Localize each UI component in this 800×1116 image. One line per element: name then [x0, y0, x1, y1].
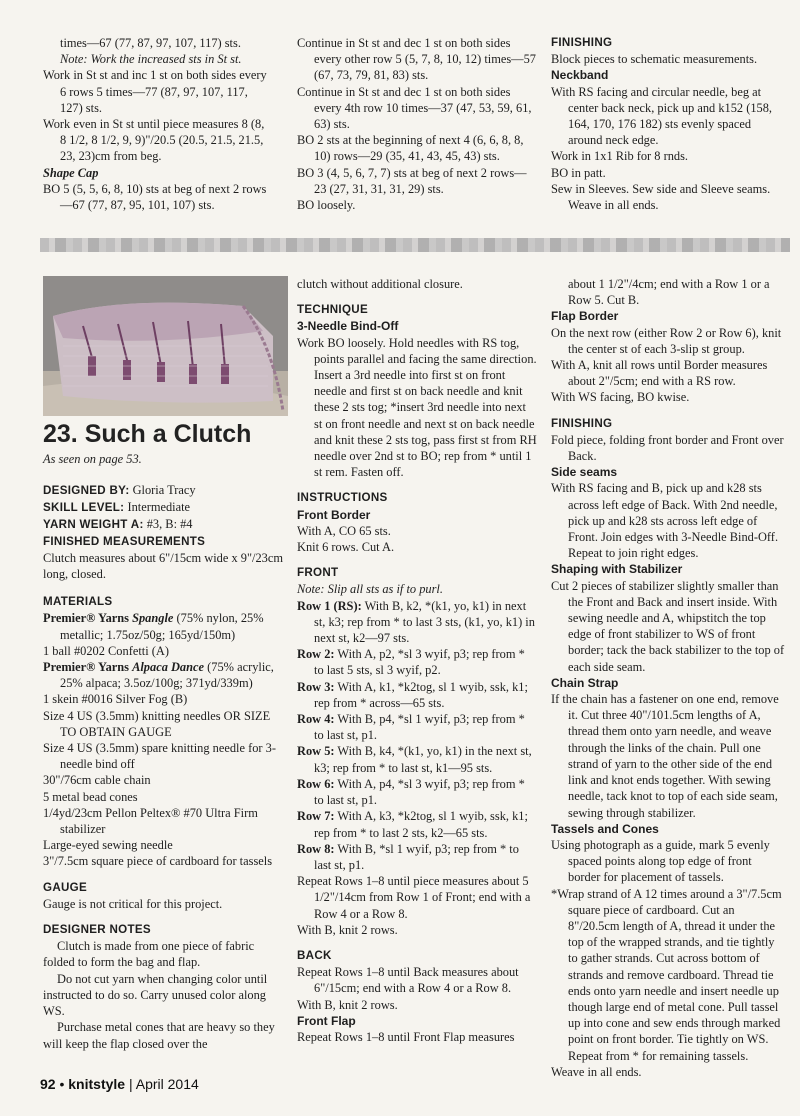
back-heading: BACK	[297, 948, 332, 962]
col-b-top: Continue in St st and dec 1 st on both sides every other row 5 (5, 7, 8, 10, 12) times—57 (67, 73, 79, 81, 83) sts. Continue in St st and dec 1 st on both sides every 4th row 10 times—37 (47, 53, 59, 61, 63) sts. BO 2 sts at the beginning of next 4 (6, 6, 8, 8, 10) rows—29 (35, 41, 43, 45, 43) sts. BO 3 (4, 5, 6, 7, 7) sts at beg of next 2 rows—23 (27, 31, 31, 31, 29) sts. BO loosely.	[297, 36, 536, 213]
shape-cap-heading: Shape Cap	[43, 165, 99, 180]
finishing-heading: FINISHING	[551, 36, 613, 49]
issue-date: April 2014	[135, 1076, 199, 1092]
clutch-photo	[43, 276, 288, 416]
page-footer: 92 • knitstyle | April 2014	[40, 1076, 199, 1092]
front-heading: FRONT	[297, 566, 339, 580]
technique-heading: TECHNIQUE	[297, 303, 368, 317]
flap-border-heading: Flap Border	[551, 309, 619, 324]
neckband-heading: Neckband	[551, 68, 609, 83]
finishing-2-heading: FINISHING	[551, 416, 613, 430]
col-a-top: times—67 (77, 87, 97, 107, 117) sts. Note: Work the increased sts in St st. Work in St st and inc 1 st on both sides every 6 rows 5 times—77 (87, 97, 107, 117, 127) sts. Work even in St st until piece measures 8 (8, 8 1/2, 8 1/2, 9, 9)"/20.5 (20.5, 21.5, 21.5, 23, 23)cm from beg. Shape Cap BO 5 (5, 5, 6, 8, 10) sts at beg of next 2 rows—67 (77, 87, 95, 101, 107) sts.	[43, 35, 271, 213]
col-a: DESIGNED BY: Gloria Tracy SKILL LEVEL: Intermediate YARN WEIGHT A: #3, B: #4 FINISHED MEASUREMENTS Clutch measures about 6"/15cm wide x 9"/23cm long, closed. MATERIALS Premier® Yarns Spangle (75% nylon, 25% metallic; 1.75oz/50g; 165yd/150m) 1 ball #0202 Confetti (A) Premier® Yarns Alpaca Dance (75% acrylic, 25% alpaca; 3.5oz/100g; 371yd/339m) 1 skein #0016 Silver Fog (B) Size 4 US (3.5mm) knitting needles OR SIZE TO OBTAIN GAUGE Size 4 US (3.5mm) spare knitting needle for 3-needle bind off 30"/76cm cable chain 5 metal bead cones 1/4yd/23cm Pellon Peltex® #70 Ultra Firm stabilizer Large-eyed sewing needle 3"/7.5cm square piece of cardboard for tassels GAUGE Gauge is not critical for this project. DESIGNER NOTES Clutch is made from one piece of fabric folded to form the bag and flap. Do not cut yarn when changing color until instructed to do so. Carry unused color along WS. Purchase metal cones that are heavy so they will keep the flap closed over the	[43, 483, 283, 1051]
instructions-heading: INSTRUCTIONS	[297, 491, 388, 505]
magazine-brand: knitstyle	[68, 1076, 126, 1092]
col-b: clutch without additional closure. TECHNIQUE 3-Needle Bind-Off Work BO loosely. Hold needles with RS tog, points parallel and facing the same direction. Insert a 3rd needle into first st on front needle and first st on back needle and knit these 2 sts tog; *insert 3rd needle into next st on front needle and next st on back needle and knit these 2 sts tog, pass first st from RH needle over 2nd st to BO; rep from * until 1 st rem. Fasten off. INSTRUCTIONS Front Border With A, CO 65 sts. Knit 6 rows. Cut A. FRONT Note: Slip all sts as if to purl. Row 1 (RS): With B, k2, *(k1, yo, k1) in next st, k3; rep from * to last 3 sts, (k1, yo, k1) in next st, k2—97 sts. Row 2: With A, p2, *sl 3 wyif, p3; rep from * to last 5 sts, sl 3 wyif, p2. Row 3: With A, k1, *k2tog, sl 1 wyib, ssk, k1; rep from * across—65 sts. Row 4: With B, p4, *sl 1 wyif, p3; rep from * to last st, p1. Row 5: With B, k4, *(k1, yo, k1) in the next st, k3; rep from * to last st, k1—95 sts. Row 6: With A, p4, *sl 3 wyif, p3; rep from * to last st, p1. Row 7: With A, k3, *k2tog, sl 1 wyib, ssk, k1; rep from * to last 2 sts, k2—65 sts. Row 8: With B, *sl 1 wyif, p3; rep from * to last st, p1. Repeat Rows 1–8 until piece measures about 5 1/2"/14cm from Row 1 of Front; end with a Row 4 or a Row 8. With B, knit 2 rows. BACK Repeat Rows 1–8 until Back measures about 6"/15cm; end with a Row 4 or a Row 8. With B, knit 2 rows. Front Flap Repeat Rows 1–8 until Front Flap measures	[297, 277, 537, 1044]
clutch-illustration	[43, 276, 288, 416]
page-number: 92	[40, 1076, 56, 1092]
section-divider	[40, 238, 790, 252]
col-c: about 1 1/2"/4cm; end with a Row 1 or a Row 5. Cut B. Flap Border On the next row (either Row 2 or Row 6), knit the center st of each 3-slip st group. With A, knit all rows until Border measures about 2"/5cm; end with a RS row. With WS facing, BO kwise. FINISHING Fold piece, folding front border and Front over Back. Side seams With RS facing and B, pick up and k28 sts across left edge of Back. With 2nd needle, pick up and k28 sts across left edge of Front. Join edges with 3-Needle Bind-Off. Repeat to join right edges. Shaping with Stabilizer Cut 2 pieces of stabilizer slightly smaller than the Front and Back and insert inside. With sewing needle and A, whipstitch the top edge of front stabilizer to WS of front border; tack the back stabilizer to the top of each side seam. Chain Strap If the chain has a fastener on one end, remove it. Cut three 40"/101.5cm lengths of A, thread them onto yarn needle, and weave through the links of the chain. Pull one strand of yarn to the other side of the end link and knot ends together. With sewing needle, tack knot to top of each side seam, sewing through stabilizer. Tassels and Cones Using photograph as a guide, mark 5 evenly spaced points along top edge of front border for placement of tassels. *Wrap strand of A 12 times around a 3"/7.5cm square piece of cardboard. Cut an 8"/20.5cm length of A, thread it under the top of the wrapped strands, and tie tightly to gather strands. Cut across bottom of strands and remove cardboard. Thread tie ends onto yarn needle and insert needle up though large end of metal cone. Pull tassel up into cone and sew ends through marked point on front border. Tie tightly on WS. Repeat from * for remaining tassels. Weave in all ends.	[551, 277, 785, 1079]
col-c-top: FINISHING Block pieces to schematic measurements. Neckband With RS facing and circular needle, beg at center back neck, pick up and k152 (158, 164, 170, 176 182) sts evenly spaced around neck edge. Work in 1x1 Rib for 8 rnds. BO in patt. Sew in Sleeves. Sew side and Sleeve seams. Weave in all ends.	[551, 35, 786, 213]
seen-on-page: As seen on page 53.	[43, 452, 142, 466]
gauge-heading: GAUGE	[43, 880, 88, 894]
designer-notes-heading: DESIGNER NOTES	[43, 923, 151, 937]
materials-heading: MATERIALS	[43, 595, 113, 609]
project-title: 23. Such a Clutch	[43, 420, 252, 448]
